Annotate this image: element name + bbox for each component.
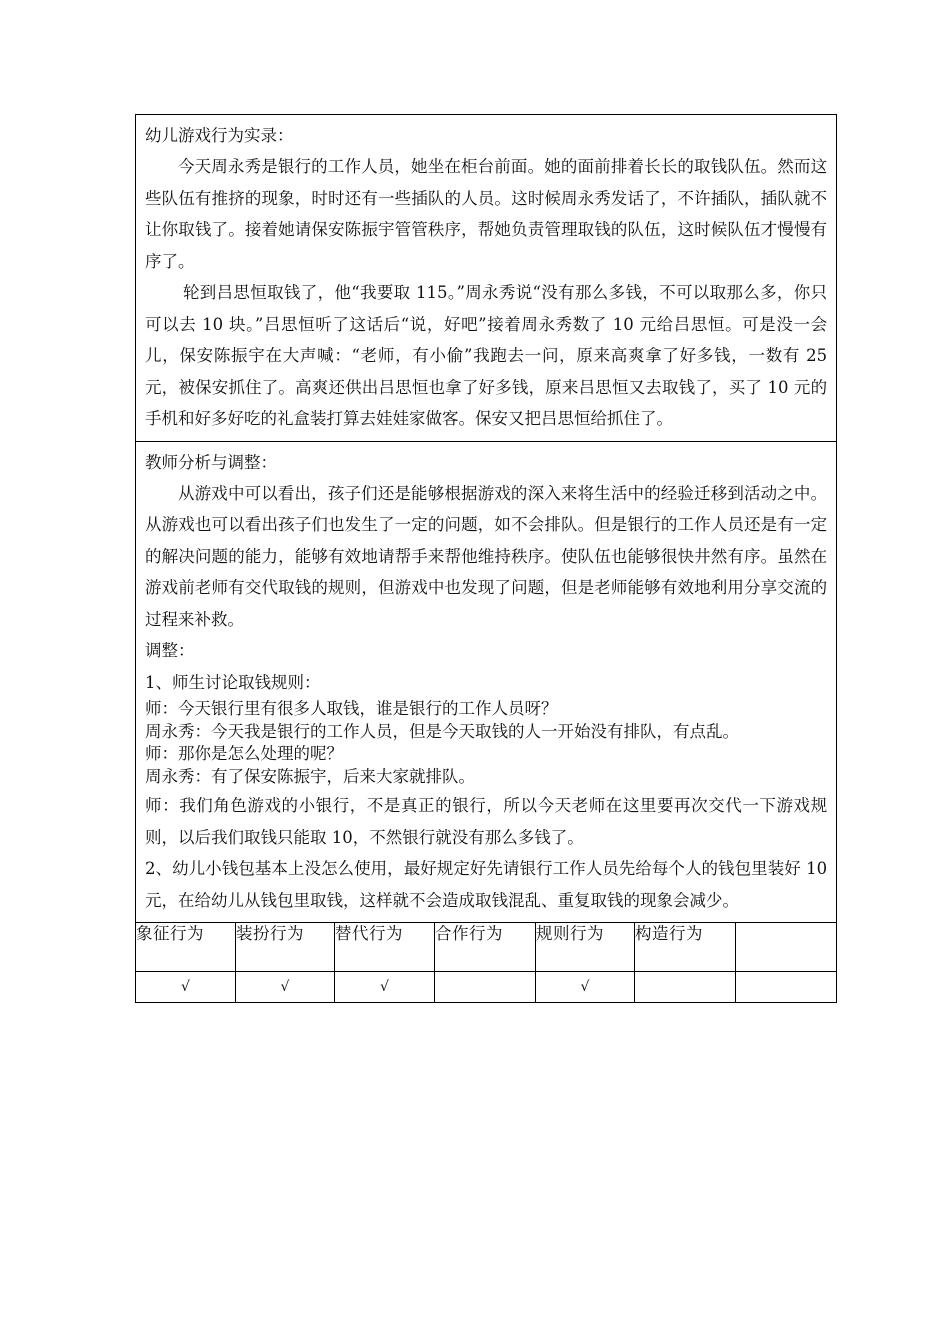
teacher-closing: 师：我们角色游戏的小银行，不是真正的银行，所以今天老师在这里要再次交代一下游戏规则，以后我们取钱只能取 10，不然银行就没有那么多钱了。 — [145, 796, 828, 847]
item2-paragraph: 2、幼儿小钱包基本上没怎么使用，最好规定好先请银行工作人员先给每个人的钱包里装好 10 元，在给幼儿从钱包里取钱，这样就不会造成取钱混乱、重复取钱的现象会减少。 — [145, 859, 828, 910]
analysis-heading: 教师分析与调整： — [145, 452, 277, 472]
analysis-paragraph: 从游戏中可以看出，孩子们还是能够根据游戏的深入来将生活中的经验迁移到活动之中。从游戏也可以看出孩子们也发生了一定的问题，如不会排队。但是银行的工作人员还是有一定的解决问题的能力，能够有效地请帮手来帮他维持秩序。使队伍也能够很快井然有序。虽然在游戏前老师有交代取钱的规则，但游戏中也发现了问题，但是老师能够有效地利用分享交流的过程来补救。 — [145, 483, 828, 629]
record-row — [136, 115, 837, 442]
behavior-label-cell: 装扮行为 — [236, 923, 335, 972]
check-mark-cell — [435, 972, 536, 1003]
adjust-label: 调整： — [145, 641, 195, 660]
observation-table — [135, 114, 837, 1003]
behavior-label-row — [136, 923, 837, 972]
check-mark-cell — [635, 972, 736, 1003]
record-cell — [136, 115, 837, 442]
dialogue-line: 师：今天银行里有很多人取钱，谁是银行的工作人员呀？ — [145, 699, 558, 718]
behavior-check-row — [136, 972, 837, 1003]
check-mark-cell: √ — [236, 972, 335, 1003]
behavior-label-cell: 合作行为 — [435, 923, 536, 972]
analysis-row — [136, 441, 837, 923]
analysis-cell — [136, 441, 837, 923]
behavior-label-cell: 替代行为 — [335, 923, 435, 972]
dialogue-line: 师：那你是怎么处理的呢？ — [145, 744, 343, 763]
check-mark-cell: √ — [335, 972, 435, 1003]
dialogue-line: 周永秀：有了保安陈振宇，后来大家就排队。 — [145, 766, 475, 786]
check-mark-cell: √ — [136, 972, 236, 1003]
record-paragraph-2: 轮到吕思恒取钱了，他“我要取 115。”周永秀说“没有那么多钱，不可以取那么多，你只可以去 10 块。”吕思恒听了这话后“说，好吧”接着周永秀数了 10 元给吕思恒。可是没一会儿，保安陈振宇在大声喊：“老师，有小偷”我跑去一问，原来高爽拿了好多钱，一数有 25 元，被保安抓住了。高爽还供出吕思恒也拿了好多钱，原来吕思恒又去取钱了，买了 10 元的手机和好多好吃的礼盒装打算去娃娃家做客。保安又把吕思恒给抓住了。 — [145, 283, 828, 428]
record-paragraph-1: 今天周永秀是银行的工作人员，她坐在柜台前面。她的面前排着长长的取钱队伍。然而这些队伍有推挤的现象，时时还有一些插队的人员。这时候周永秀发话了，不许插队，插队就不让你取钱了。接着她请保安陈振宇管管秩序，帮她负责管理取钱的队伍，这时候队伍才慢慢有序了。 — [145, 157, 828, 271]
behavior-label-cell: 规则行为 — [536, 923, 635, 972]
behavior-label-cell: 构造行为 — [635, 923, 736, 972]
check-mark-cell: √ — [536, 972, 635, 1003]
record-heading: 幼儿游戏行为实录： — [145, 126, 294, 145]
item1-title: 1、师生讨论取钱规则： — [145, 672, 321, 692]
dialogue-line: 周永秀：今天我是银行的工作人员，但是今天取钱的人一开始没有排队，有点乱。 — [145, 721, 739, 741]
behavior-label-cell — [736, 923, 837, 972]
check-mark-cell — [736, 972, 837, 1003]
behavior-label-cell: 象征行为 — [136, 923, 236, 972]
